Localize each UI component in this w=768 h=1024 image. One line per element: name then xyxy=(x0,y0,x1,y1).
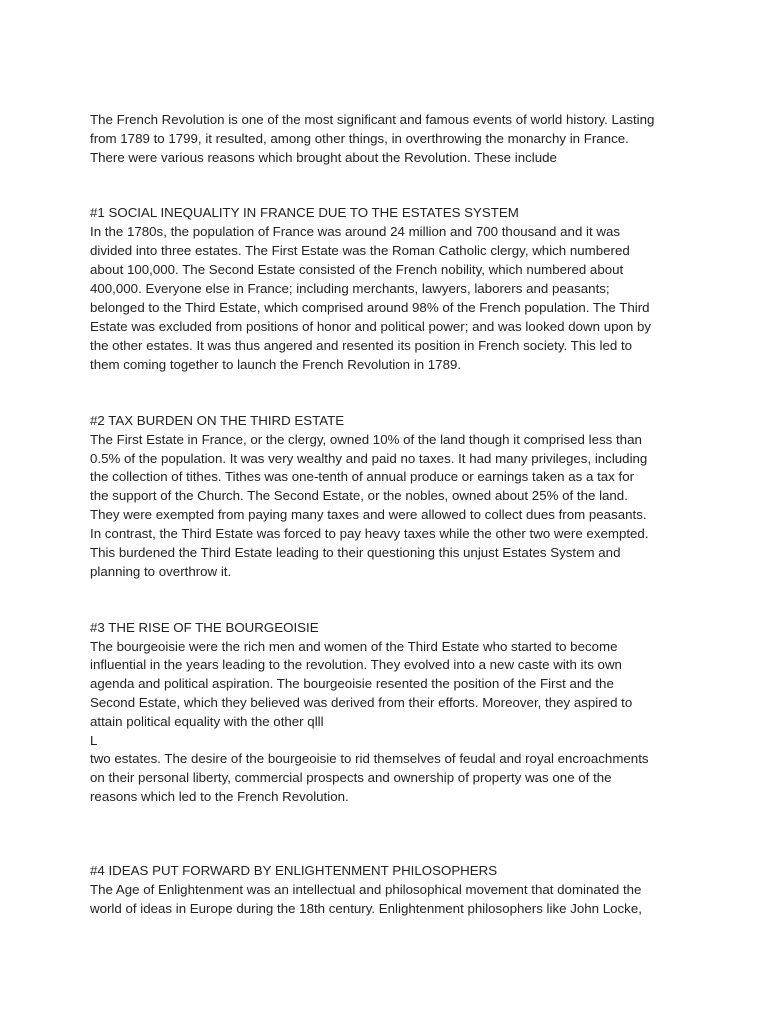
paragraph-line: the collection of tithes. Tithes was one-tenth of annual produce or earnings taken as a tax for xyxy=(90,469,635,484)
paragraph-line: the other estates. It was thus angered and resented its position in French society. This led to xyxy=(90,338,633,353)
paragraph-line: on their personal liberty, commercial prospects and ownership of property was one of the xyxy=(90,770,612,785)
paragraph-line: In contrast, the Third Estate was forced to pay heavy taxes while the other two were exempted. xyxy=(90,526,649,541)
section-heading: #4 IDEAS PUT FORWARD BY ENLIGHTENMENT PHILOSOPHERS xyxy=(90,863,498,878)
paragraph-line: world of ideas in Europe during the 18th century. Enlightenment philosophers like John Locke, xyxy=(90,901,642,916)
paragraph-line: The bourgeoisie were the rich men and women of the Third Estate who started to become xyxy=(90,639,618,654)
paragraph-line: 0.5% of the population. It was very wealthy and paid no taxes. It had many privileges, including xyxy=(90,451,648,466)
paragraph-line: In the 1780s, the population of France was around 24 million and 700 thousand and it was xyxy=(90,224,621,239)
paragraph-line: The Age of Enlightenment was an intellectual and philosophical movement that dominated the xyxy=(90,882,642,897)
paragraph-line: belonged to the Third Estate, which comprised around 98% of the French population. The Third xyxy=(90,300,650,315)
paragraph-line: them coming together to launch the French Revolution in 1789. xyxy=(90,357,462,372)
section-heading: #3 THE RISE OF THE BOURGEOISIE xyxy=(90,620,319,635)
paragraph-line: The First Estate in France, or the clergy, owned 10% of the land though it comprised less than xyxy=(90,432,642,447)
paragraph-line: attain political equality with the other qlll xyxy=(90,714,324,729)
paragraph-line: divided into three estates. The First Estate was the Roman Catholic clergy, which numbered xyxy=(90,243,630,258)
intro-line: There were various reasons which brought about the Revolution. These include xyxy=(90,150,557,165)
section-heading: #2 TAX BURDEN ON THE THIRD ESTATE xyxy=(90,413,345,428)
paragraph-line: two estates. The desire of the bourgeoisie to rid themselves of feudal and royal encroachments xyxy=(90,751,649,766)
paragraph-line: about 100,000. The Second Estate consisted of the French nobility, which numbered about xyxy=(90,262,624,277)
section-heading: #1 SOCIAL INEQUALITY IN FRANCE DUE TO THE ESTATES SYSTEM xyxy=(90,205,519,220)
paragraph-line: Estate was excluded from positions of honor and political power; and was looked down upon by xyxy=(90,319,652,334)
paragraph-line: L xyxy=(90,733,98,748)
paragraph-line: influential in the years leading to the revolution. They evolved into a new caste with its own xyxy=(90,657,622,672)
paragraph-line: 400,000. Everyone else in France; including merchants, lawyers, laborers and peasants; xyxy=(90,281,610,296)
intro-line: from 1789 to 1799, it resulted, among other things, in overthrowing the monarchy in France. xyxy=(90,131,629,146)
paragraph-line: Second Estate, which they believed was derived from their efforts. Moreover, they aspired to xyxy=(90,695,633,710)
paragraph-line: This burdened the Third Estate leading to their questioning this unjust Estates System and xyxy=(90,545,621,560)
paragraph-line: reasons which led to the French Revolution. xyxy=(90,789,349,804)
intro-line: The French Revolution is one of the most significant and famous events of world history. Lasting xyxy=(90,112,655,127)
paragraph-line: They were exempted from paying many taxes and were allowed to collect dues from peasants. xyxy=(90,507,647,522)
paragraph-line: agenda and political aspiration. The bourgeoisie resented the position of the First and the xyxy=(90,676,614,691)
paragraph-line: planning to overthrow it. xyxy=(90,564,232,579)
paragraph-line: the support of the Church. The Second Estate, or the nobles, owned about 25% of the land. xyxy=(90,488,628,503)
